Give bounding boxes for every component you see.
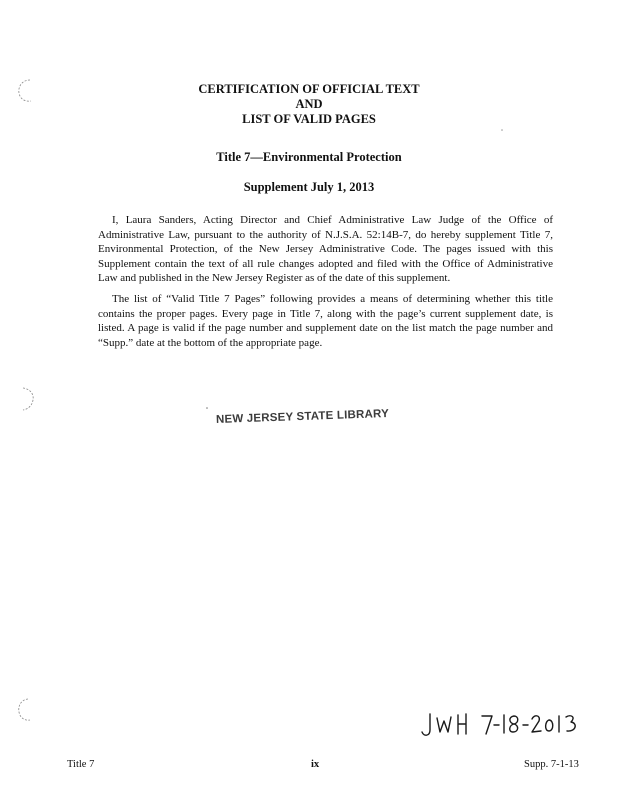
- punch-hole-middle: [19, 386, 37, 412]
- scan-speck: [500, 128, 504, 132]
- certification-paragraph: I, Laura Sanders, Acting Director and Chief Administrative Law Judge of the Office of Administrative Law, pursuant to the authority of N.J.S.A. 52:14B-7, do hereby supplement Title 7, Environmental Protection, of the New Jersey Administrative Code. The pages issued with this Supplement contain the text of all rule changes adopted and filed with the Office of Administrative Law and published in the New Jersey Register as of the date of this supplement.: [98, 214, 553, 285]
- valid-pages-paragraph: The list of “Valid Title 7 Pages” following provides a means of determining whether this title contains the proper pages. Every page in Title 7, along with the page’s current supplement date, is listed. A page is valid if the page number and supplement date on the list match the page number and “Supp.” date at the bottom of the appropriate page.: [98, 293, 553, 349]
- certification-heading: CERTIFICATION OF OFFICIAL TEXT: [198, 82, 420, 96]
- valid-pages-heading: LIST OF VALID PAGES: [242, 112, 376, 126]
- footer-supplement-date: Supp. 7-1-13: [524, 759, 579, 770]
- punch-hole-bottom: [16, 697, 34, 723]
- footer-title: Title 7: [67, 759, 95, 770]
- footer-page-number: ix: [311, 759, 320, 770]
- heading-and: AND: [295, 97, 323, 111]
- handwritten-initials-date: [420, 704, 590, 746]
- title-subheading: Title 7—Environmental Protection: [216, 150, 402, 164]
- scan-speck: [205, 406, 209, 410]
- supplement-subheading: Supplement July 1, 2013: [243, 180, 375, 194]
- library-stamp: NEW JERSEY STATE LIBRARY: [215, 407, 390, 426]
